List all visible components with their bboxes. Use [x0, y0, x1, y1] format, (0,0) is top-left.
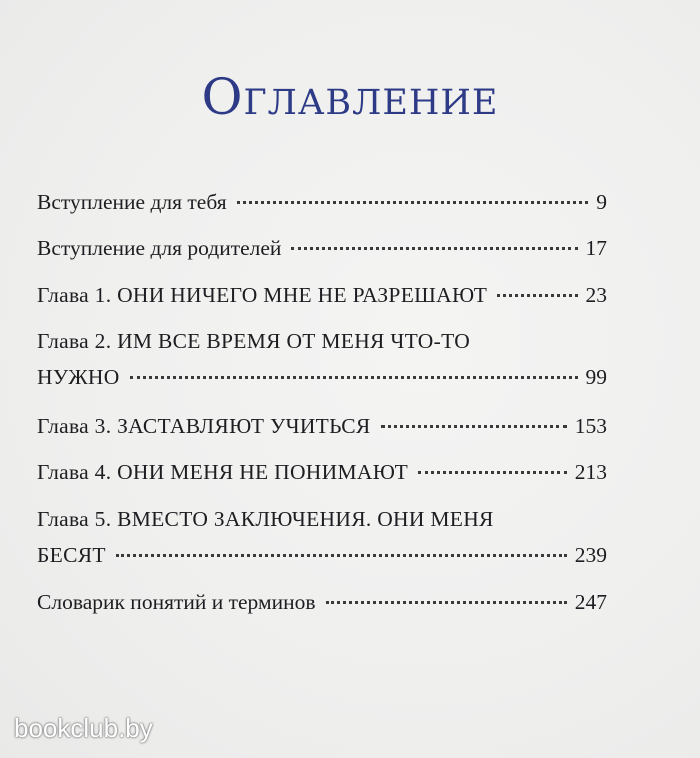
- dot-leader: [497, 294, 577, 297]
- dot-leader: [326, 601, 567, 604]
- toc-entry-chapter-4: [37, 460, 607, 485]
- dot-leader: [418, 471, 567, 474]
- toc-entry-line2: [37, 543, 607, 568]
- toc-entry-page: 239: [574, 543, 607, 567]
- toc-entry-intro-parents: [37, 236, 607, 261]
- toc-entry-label-line1: Глава 5. ВМЕСТО ЗАКЛЮЧЕНИЯ. ОНИ МЕНЯ: [37, 507, 494, 531]
- dot-leader: [116, 554, 567, 557]
- toc-entry-label-line1: Глава 2. ИМ ВСЕ ВРЕМЯ ОТ МЕНЯ ЧТО-ТО: [37, 329, 471, 353]
- toc-entry-label: Вступление для тебя: [37, 190, 227, 214]
- toc-entry-label-line2: БЕСЯТ: [37, 543, 106, 567]
- toc-entry-label: Глава 4. ОНИ МЕНЯ НЕ ПОНИМАЮТ: [37, 460, 408, 484]
- page-title: Оглавление: [201, 68, 499, 126]
- toc-entry-page: 23: [585, 283, 607, 307]
- toc-entry-page: 17: [585, 236, 607, 260]
- toc-entry-page: 9: [596, 190, 607, 214]
- toc-entry-chapter-5: [37, 507, 607, 568]
- toc-entry-chapter-3: [37, 414, 607, 439]
- toc-entry-label: Словарик понятий и терминов: [37, 590, 316, 614]
- toc-entry-intro-you: [37, 190, 607, 215]
- toc-entry-chapter-2: [37, 329, 607, 390]
- dot-leader: [291, 247, 577, 250]
- toc-entry-page: 153: [574, 414, 607, 438]
- dot-leader: [381, 425, 567, 428]
- dot-leader: [237, 201, 589, 204]
- toc-entry-label: Глава 3. ЗАСТАВЛЯЮТ УЧИТЬСЯ: [37, 414, 371, 438]
- toc-entry-page: 247: [574, 590, 607, 614]
- toc-entry-label: Вступление для родителей: [37, 236, 282, 260]
- toc-entry-label-line2: НУЖНО: [37, 365, 120, 389]
- toc-entry-line2: [37, 365, 607, 390]
- dot-leader: [130, 376, 578, 379]
- toc-entry-glossary: [37, 590, 607, 615]
- watermark-logo: bookclub.by: [14, 713, 153, 743]
- toc-entry-chapter-1: [37, 283, 607, 308]
- toc-entry-label: Глава 1. ОНИ НИЧЕГО МНЕ НЕ РАЗРЕШАЮТ: [37, 283, 488, 307]
- toc-entry-page: 213: [574, 460, 607, 484]
- toc-entry-page: 99: [585, 365, 607, 389]
